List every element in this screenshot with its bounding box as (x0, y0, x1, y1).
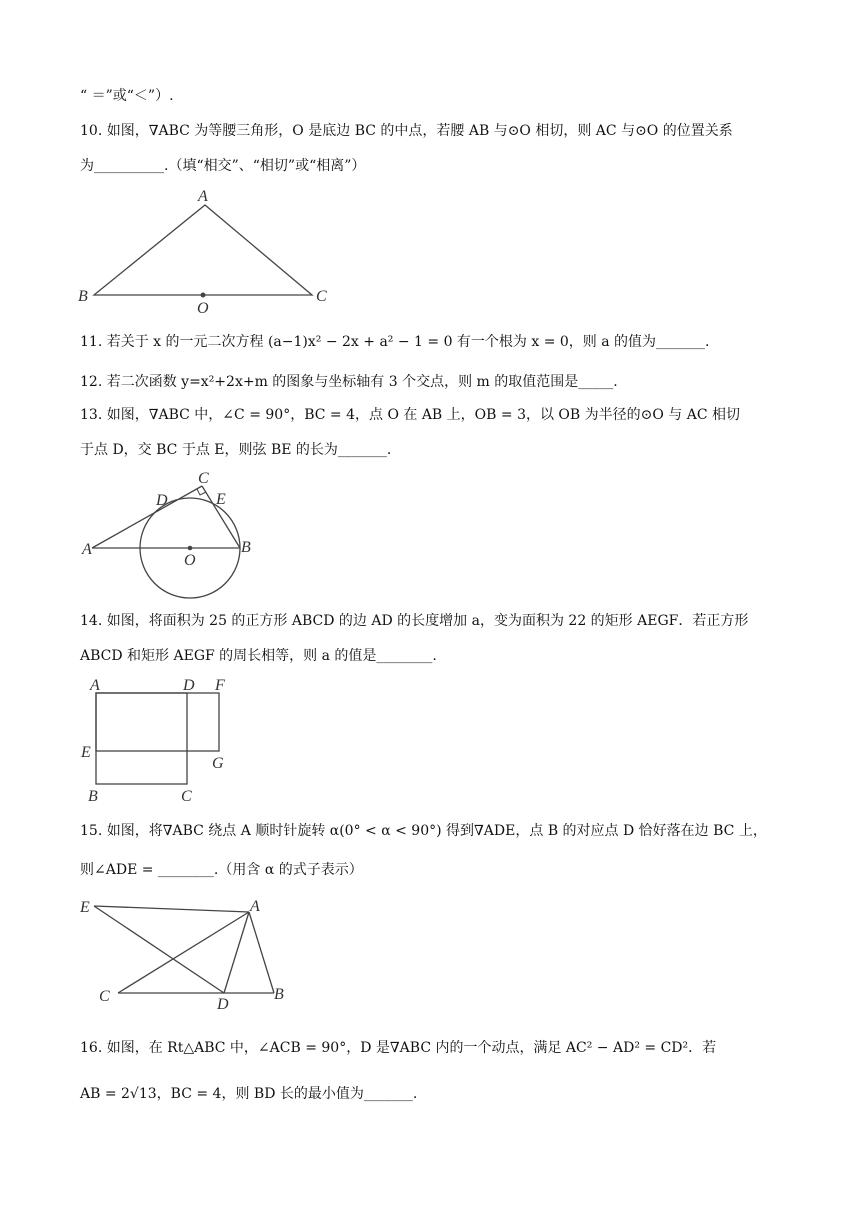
q13-text-line2: 于点 D，交 BC 于点 E，则弦 BE 的长为_______. (80, 442, 392, 458)
q15-label-A: A (250, 898, 260, 915)
q14-text-line2: ABCD 和矩形 AEGF 的周长相等，则 a 的值是________. (80, 648, 437, 664)
q13-label-B: B (241, 539, 251, 556)
q9-tail: “ ＝”或“＜”）. (80, 88, 174, 104)
q16-text-line1: 16. 如图，在 Rt△ABC 中，∠ACB = 90°，D 是∇ABC 内的一个动点，满足 AC² − AD² = CD²．若 (80, 1040, 717, 1056)
q10-text-line2: 为__________.（填“相交”、“相切”或“相离”） (80, 158, 366, 174)
q13-label-E: E (216, 491, 226, 508)
q10-text-line1: 10. 如图，∇ABC 为等腰三角形，O 是底边 BC 的中点，若腰 AB 与⊙O 相切，则 AC 与⊙O 的位置关系 (80, 123, 733, 139)
q13-label-C: C (198, 470, 209, 487)
q12-text: 12. 若二次函数 y=x²+2x+m 的图象与坐标轴有 3 个交点，则 m 的取值范围是_____. (80, 374, 618, 390)
q14-label-C: C (181, 788, 192, 805)
q10-label-O: O (197, 300, 209, 317)
q10-figure-triangle (70, 182, 350, 317)
q14-label-B: B (88, 788, 98, 805)
q13-label-O: O (184, 552, 196, 569)
q14-label-G: G (212, 755, 224, 772)
q14-label-F: F (215, 677, 225, 694)
q10-label-C: C (316, 288, 327, 305)
q13-figure-circle-triangle (75, 465, 265, 600)
q14-label-D: D (183, 677, 195, 694)
q11-text: 11. 若关于 x 的一元二次方程 (a−1)x² − 2x + a² − 1 = 0 有一个根为 x = 0，则 a 的值为_______. (80, 334, 710, 350)
q15-label-D: D (217, 996, 229, 1013)
q14-text-line1: 14. 如图，将面积为 25 的正方形 ABCD 的边 AD 的长度增加 a，变为面积为 22 的矩形 AEGF．若正方形 (80, 613, 749, 629)
q10-label-A: A (198, 188, 208, 205)
q15-label-E: E (80, 899, 90, 916)
q13-text-line1: 13. 如图，∇ABC 中，∠C = 90°，BC = 4，点 O 在 AB 上，OB = 3，以 OB 为半径的⊙O 与 AC 相切 (80, 407, 741, 423)
q15-text-line1: 15. 如图，将∇ABC 绕点 A 顺时针旋转 α(0° < α < 90°) 得到∇ADE，点 B 的对应点 D 恰好落在边 BC 上， (80, 823, 767, 839)
q13-label-D: D (156, 492, 168, 509)
q14-label-A: A (90, 677, 100, 694)
q15-label-B: B (274, 986, 284, 1003)
q10-label-B: B (78, 288, 88, 305)
q13-label-A: A (82, 541, 92, 558)
q14-figure-rectangles (75, 672, 235, 806)
q16-text-line2: AB = 2√13，BC = 4，则 BD 长的最小值为_______. (80, 1086, 418, 1102)
q15-figure-rotation (75, 893, 295, 1015)
q15-label-C: C (99, 988, 110, 1005)
q14-label-E: E (81, 744, 91, 761)
q15-text-line2: 则∠ADE = ________.（用含 α 的式子表示） (80, 862, 363, 878)
